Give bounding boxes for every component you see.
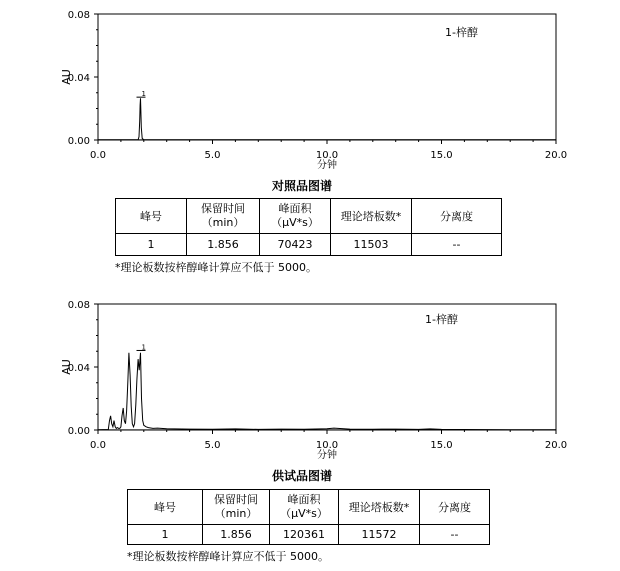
y-tick-label: 0.04 [67, 73, 90, 84]
y-axis-label: AU [60, 69, 73, 85]
header-retention-time-label: 保留时间 [201, 202, 245, 215]
x-tick-label: 10.0 [315, 440, 339, 451]
header-peak-area-unit: （μV*s） [280, 507, 328, 520]
sample-results-table [127, 489, 490, 545]
cell-retention-time: 1.856 [187, 234, 260, 256]
y-tick-label: 0.00 [67, 426, 90, 437]
x-tick-label: 0.0 [90, 440, 106, 451]
header-peak-area-label: 峰面积 [287, 493, 321, 506]
x-tick-label: 5.0 [204, 440, 221, 451]
header-peak-area [260, 199, 331, 234]
sample-chromatogram [0, 290, 620, 475]
sample-caption: 供试品图谱 [272, 469, 333, 483]
peak-number-label: 1 [141, 343, 146, 352]
cell-peak-area: 70423 [260, 234, 331, 256]
y-axis-label: AU [60, 359, 73, 375]
header-peak-area [270, 490, 339, 525]
x-tick-label: 10.0 [315, 150, 339, 161]
cell-resolution: -- [412, 234, 502, 256]
y-tick-label: 0.08 [67, 10, 90, 21]
header-peak-no: 峰号 [116, 199, 187, 234]
reference-chromatogram [0, 0, 620, 185]
cell-plate-number: 11572 [339, 525, 420, 545]
x-axis-label: 分钟 [317, 450, 337, 461]
y-tick-label: 0.08 [67, 300, 90, 311]
peak-number-label: 1 [141, 90, 146, 99]
reference-results-table [115, 198, 502, 256]
header-retention-time-unit: （min） [214, 507, 258, 520]
x-tick-label: 20.0 [544, 150, 568, 161]
y-tick-label: 0.04 [67, 363, 90, 374]
plot-frame [98, 304, 556, 430]
header-peak-no: 峰号 [128, 490, 203, 525]
x-tick-label: 5.0 [204, 150, 221, 161]
x-tick-label: 20.0 [544, 440, 568, 451]
compound-annotation: 1-梓醇 [425, 313, 458, 326]
compound-annotation: 1-梓醇 [445, 26, 478, 39]
header-resolution: 分离度 [420, 490, 490, 525]
x-tick-label: 0.0 [90, 150, 106, 161]
header-retention-time-unit: （min） [201, 216, 245, 229]
header-plate-number: 理论塔板数* [339, 490, 420, 525]
cell-peak-area: 120361 [270, 525, 339, 545]
header-peak-area-unit: （μV*s） [271, 216, 319, 229]
x-tick-label: 15.0 [430, 440, 453, 451]
series-line [98, 98, 556, 140]
table-row [116, 234, 502, 256]
cell-plate-number: 11503 [331, 234, 412, 256]
reference-note: *理论板数按梓醇峰计算应不低于 5000。 [115, 261, 317, 274]
header-retention-time [203, 490, 270, 525]
series-line [98, 353, 556, 430]
x-tick-label: 15.0 [430, 150, 453, 161]
sample-note: *理论板数按梓醇峰计算应不低于 5000。 [127, 550, 329, 563]
reference-caption: 对照品图谱 [272, 179, 333, 193]
cell-resolution: -- [420, 525, 490, 545]
header-retention-time-label: 保留时间 [214, 493, 258, 506]
header-peak-area-label: 峰面积 [278, 202, 312, 215]
cell-retention-time: 1.856 [203, 525, 270, 545]
table-row [128, 525, 490, 545]
header-plate-number: 理论塔板数* [331, 199, 412, 234]
cell-peak-no: 1 [116, 234, 187, 256]
y-tick-label: 0.00 [67, 136, 90, 147]
cell-peak-no: 1 [128, 525, 203, 545]
header-resolution: 分离度 [412, 199, 502, 234]
header-retention-time [187, 199, 260, 234]
x-axis-label: 分钟 [317, 160, 337, 171]
plot-frame [98, 14, 556, 140]
